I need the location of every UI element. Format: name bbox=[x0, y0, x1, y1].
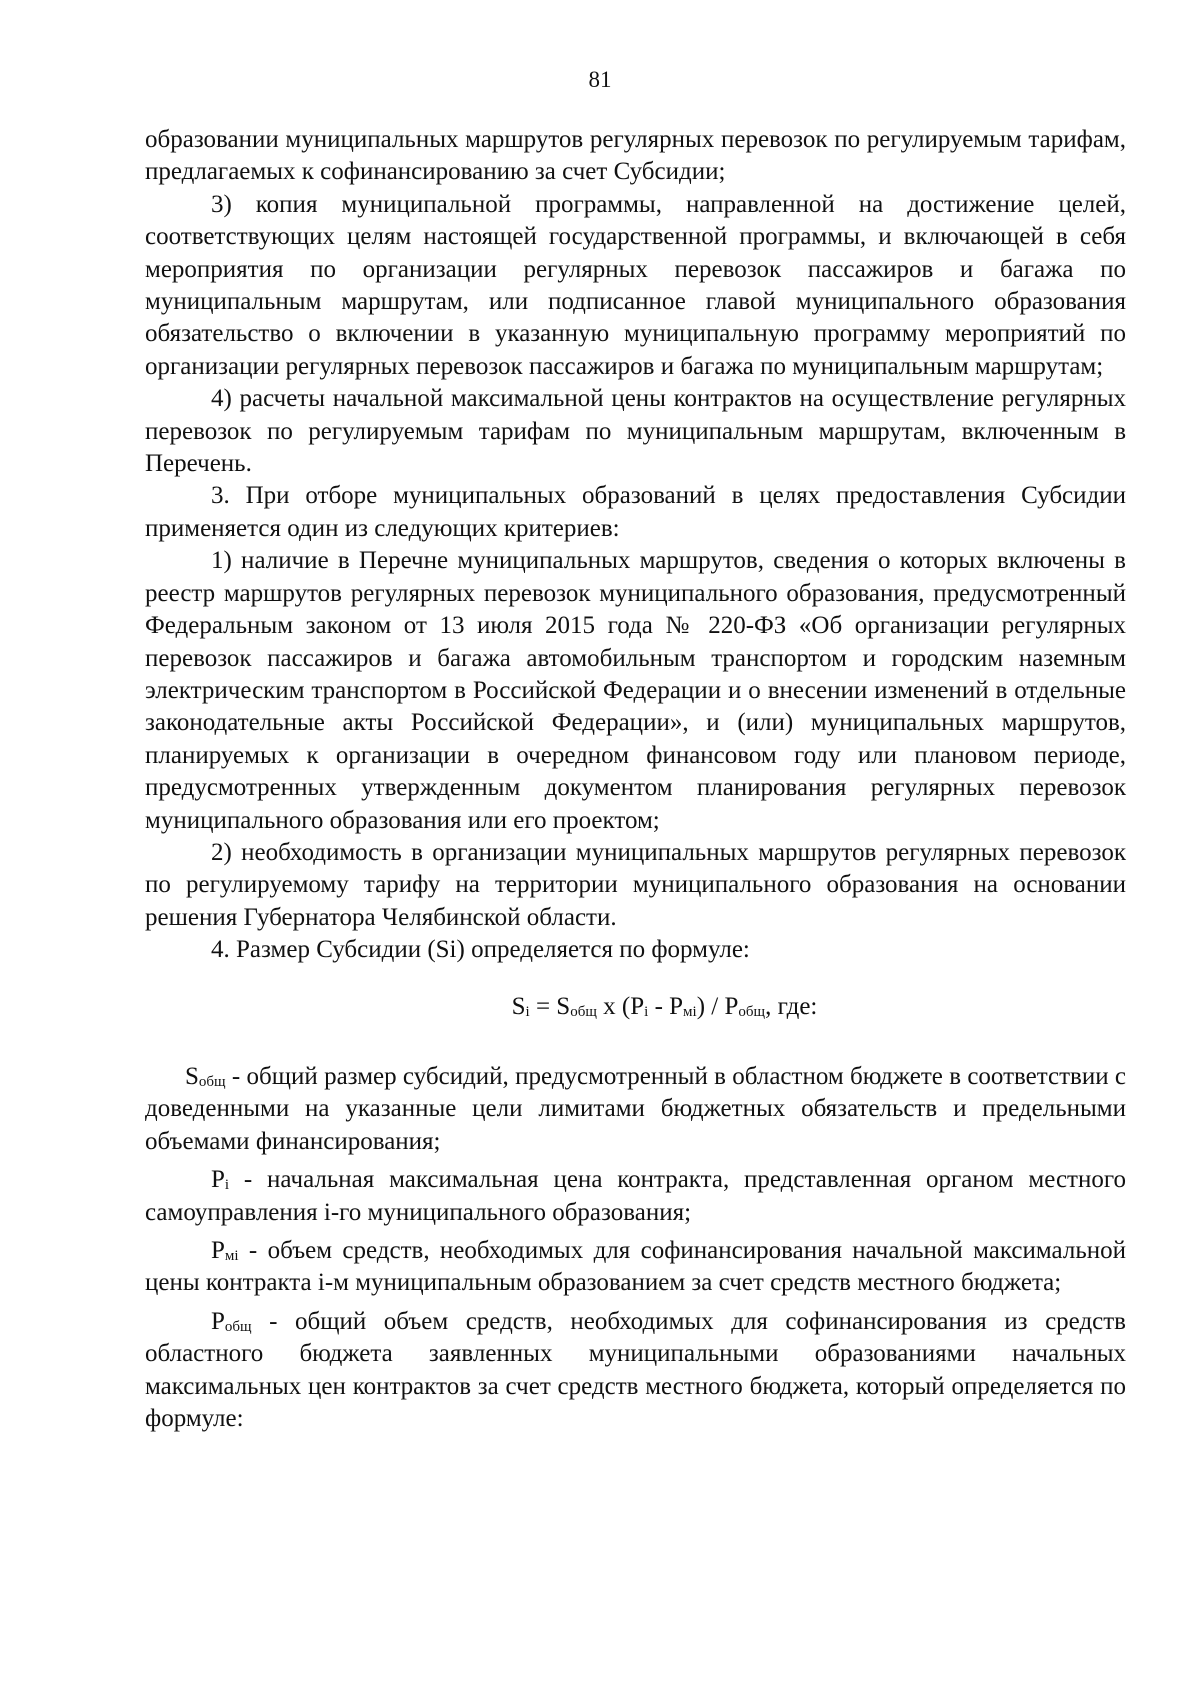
definition-p-total: $P_{общ}$ - общий объем средств, необходимых для софинансирования из средств областного бюджета заявленных муниципальными образованиями начальных максимальных цен контрактов за счет средств местного бюджета, который определяется по формуле: bbox=[145, 1307, 1126, 1433]
paragraph-criterion-2: 2) необходимость в организации муниципальных маршрутов регулярных перевозок по регулируемому тарифу на территории муниципального образования на основании решения Губернатора Челябинской области. bbox=[145, 838, 1126, 931]
document-body bbox=[145, 124, 1126, 1435]
definition-p-i: $P_i$ - начальная максимальная цена контракта, представленная органом местного самоуправления i-го муниципального образования; bbox=[145, 1166, 1126, 1226]
page-number: 81 bbox=[588, 67, 612, 92]
definition-s-total: $S_{общ}$ - общий размер субсидий, предусмотренный в областном бюджете в соответствии с доведенными на указанные цели лимитами бюджетных обязательств и предельными объемами финансирования; bbox=[145, 1062, 1126, 1155]
paragraph-item-4: 4) расчеты начальной максимальной цены контрактов на осуществление регулярных перевозок по регулируемым тарифам по муниципальным маршрутам, включенным в Перечень. bbox=[145, 385, 1126, 478]
paragraph-section-4: 4. Размер Субсидии (Si) определяется по формуле: bbox=[211, 936, 750, 964]
definition-p-mi: $P_{мi}$ - объем средств, необходимых для софинансирования начальной максимальной цены контракта i-м муниципальным образованием за счет средств местного бюджета; bbox=[145, 1237, 1126, 1297]
subsidy-formula: $S_i = S_{общ}$ х $(P_i - P_{мi}) / P_{общ}$, где: bbox=[511, 992, 818, 1020]
paragraph-criterion-1: 1) наличие в Перечне муниципальных маршрутов, сведения о которых включены в реестр маршрутов регулярных перевозок муниципального образования, предусмотренный Федеральным законом от 13 июля 2015 года № 220-ФЗ «Об организации регулярных перевозок пассажиров и багажа автомобильным транспортом и городским наземным электрическим транспортом в Российской Федерации и о внесении изменений в отдельные законодательные акты Российской Федерации», и (или) муниципальных маршрутов, планируемых к организации в очередном финансовом году или плановом периоде, предусмотренных утвержденным документом планирования регулярных перевозок муниципального образования или его проектом; bbox=[145, 547, 1126, 834]
paragraph-item-3: 3) копия муниципальной программы, направленной на достижение целей, соответствующих целям настоящей государственной программы, и включающей в себя мероприятия по организации регулярных перевозок пассажиров и багажа по муниципальным маршрутам, или подписанное главой муниципального образования обязательство о включении в указанную муниципальную программу мероприятий по организации регулярных перевозок пассажиров и багажа по муниципальным маршрутам; bbox=[145, 190, 1126, 380]
paragraph-continuation: образовании муниципальных маршрутов регулярных перевозок по регулируемым тарифам, предлагаемых к софинансированию за счет Субсидии; bbox=[145, 126, 1126, 186]
paragraph-section-3: 3. При отборе муниципальных образований в целях предоставления Субсидии применяется один из следующих критериев: bbox=[145, 482, 1126, 542]
